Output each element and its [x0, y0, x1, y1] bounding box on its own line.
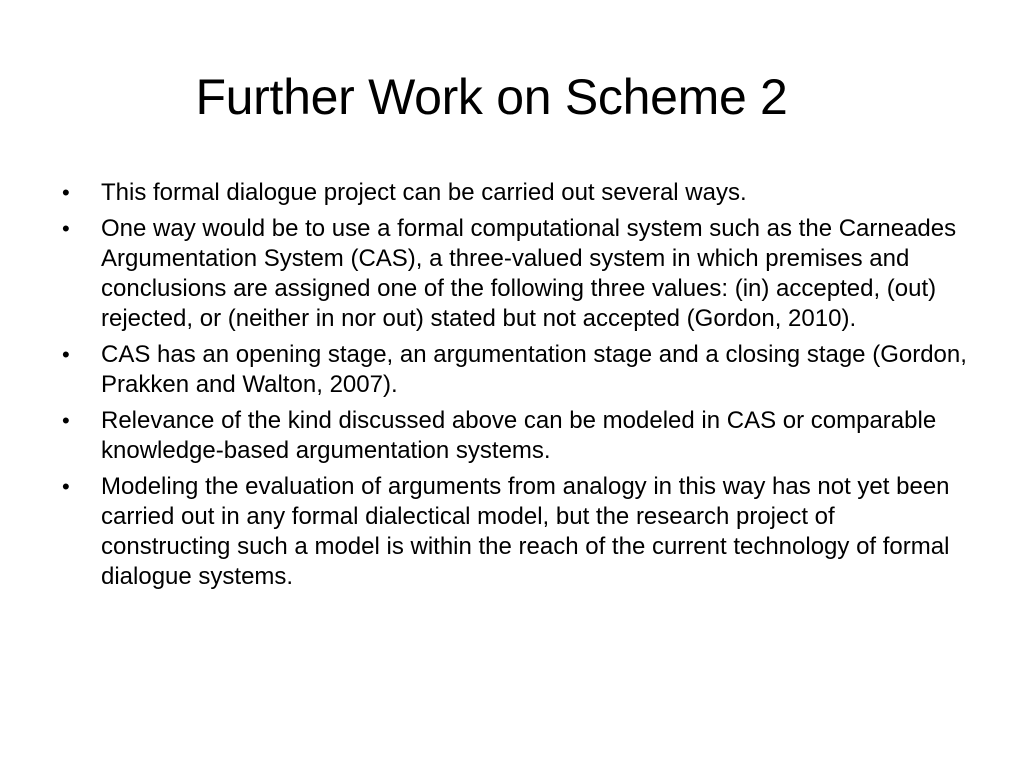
bullet-list [62, 178, 970, 598]
bullet-marker: • [62, 408, 70, 433]
bullet-text: CAS has an opening stage, an argumentation stage and a closing stage (Gordon, Prakken and Walton, 2007). [101, 341, 967, 398]
bullet-item [62, 214, 970, 334]
bullet-marker: • [62, 474, 70, 499]
slide-title: Further Work on Scheme 2 [195, 69, 788, 125]
bullet-marker: • [62, 216, 70, 241]
bullet-text: This formal dialogue project can be carried out several ways. [101, 179, 747, 206]
bullet-item [62, 406, 970, 466]
bullet-marker: • [62, 342, 70, 367]
bullet-item [62, 340, 970, 400]
bullet-text: Modeling the evaluation of arguments from analogy in this way has not yet been carried out in any formal dialectical model, but the research project of constructing such a model is within the reach of the current technology of formal dialogue systems. [101, 473, 950, 590]
bullet-text: Relevance of the kind discussed above can be modeled in CAS or comparable knowledge-based argumentation systems. [101, 407, 937, 464]
bullet-marker: • [62, 180, 70, 205]
bullet-text: One way would be to use a formal computational system such as the Carneades Argumentation System (CAS), a three-valued system in which premises and conclusions are assigned one of the following three values: (in) accepted, (out) rejected, or (neither in nor out) stated but not accepted (Gordon, 2010). [101, 215, 957, 332]
bullet-item [62, 178, 970, 208]
bullet-item [62, 472, 970, 592]
